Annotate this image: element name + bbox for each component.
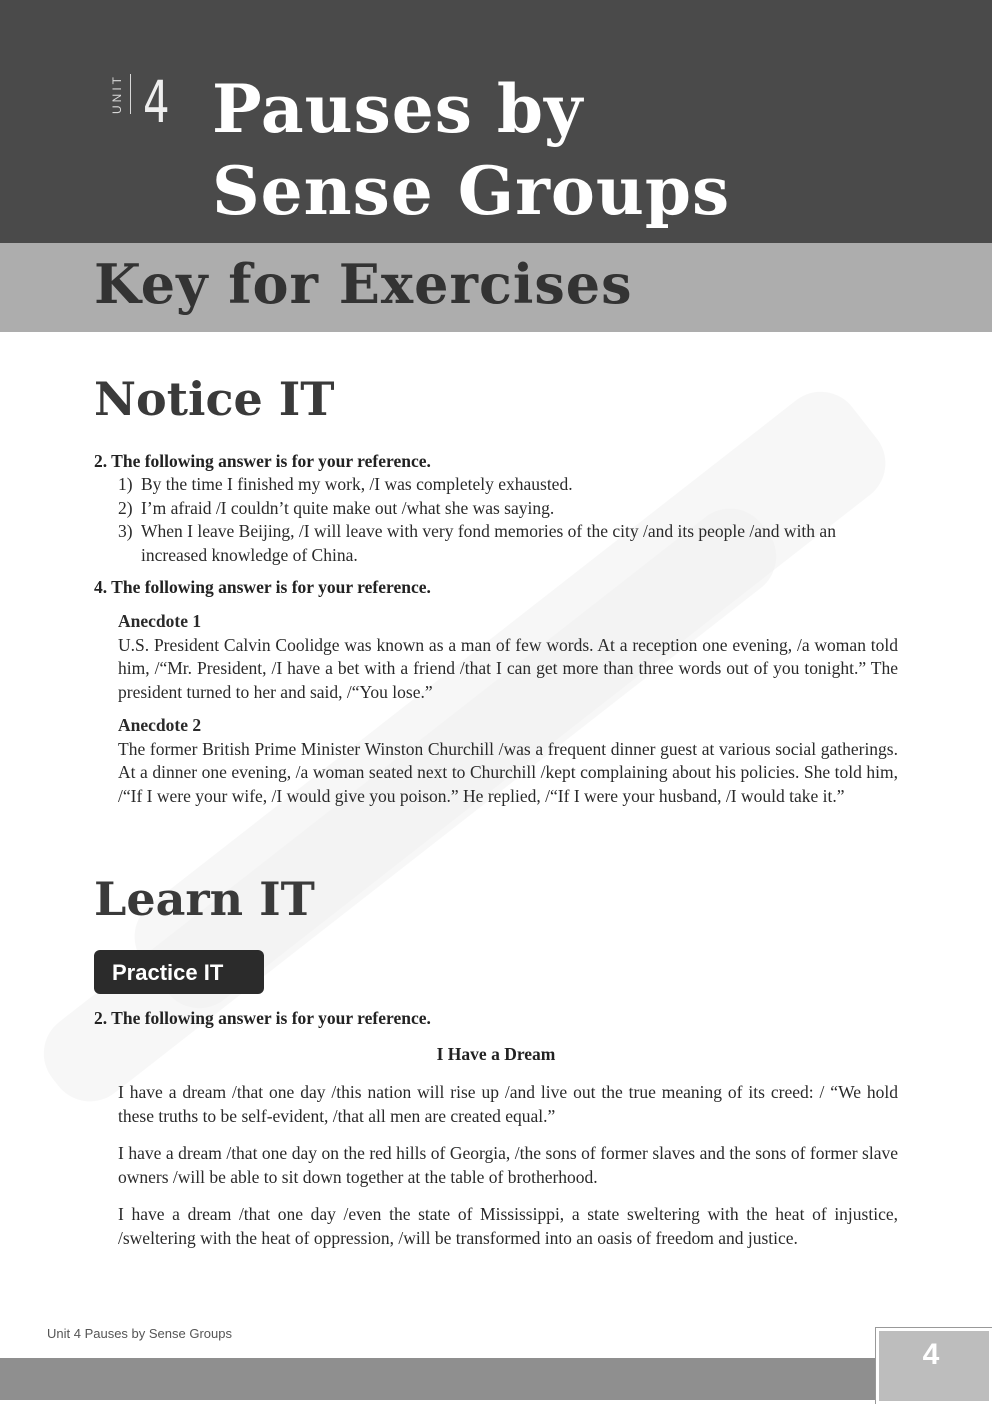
anecdote-2-text: The former British Prime Minister Winston Churchill /was a frequent dinner guest at various social gatherings. At a dinner one evening, /a woman seated next to Churchill /kept complaining about his policies. She told him, /“If I were your wife, /I would give you poison.” He replied, /“If I were your husband, /I would take it.” [118,738,898,806]
unit-number: 4 [143,68,170,136]
page-number: 4 [922,1338,940,1371]
anecdote-1 [118,610,898,704]
item-number: 2) [118,497,133,518]
anecdote-2-title: Anecdote 2 [118,715,202,735]
list-item [118,520,898,567]
dream-paragraph: I have a dream /that one day on the red hills of Georgia, /the sons of former slaves and the sons of former slave owners /will be able to sit down together at the table of brotherhood. [118,1143,898,1187]
item-text: By the time I finished my work, /I was completely exhausted. [141,474,573,494]
notice-title: Notice IT [94,372,335,426]
unit-label: UNIT [110,74,131,114]
unit-title-line1: Pauses by [212,70,584,148]
list-item [118,473,898,497]
dream-title: I Have a Dream [436,1044,556,1064]
notice-q2-heading: 2. The following answer is for your reference. [94,451,431,471]
learn-q2-heading: 2. The following answer is for your reference. [94,1008,431,1028]
unit-title [212,68,730,232]
item-number: 1) [118,474,133,494]
running-title: Unit 4 Pauses by Sense Groups [47,1326,232,1341]
item-text: I’m afraid /I couldn’t quite make out /what she was saying. [141,497,555,518]
list-item [118,497,898,521]
key-title: Key for Exercises [94,252,633,316]
dream-paragraph: I have a dream /that one day /even the state of Mississippi, a state sweltering with the heat of injustice, /sweltering with the heat of oppression, /will be transformed into an oasis of freedom and justice. [118,1204,898,1248]
unit-title-line2: Sense Groups [212,152,731,230]
learn-title: Learn IT [94,872,315,926]
dream-paragraph: I have a dream /that one day /this nation will rise up /and live out the true meaning of its creed: / “We hold these truths to be self-evident, /that all men are created equal.” [118,1082,898,1126]
anecdote-1-text: U.S. President Calvin Coolidge was known as a man of few words. At a reception one evening, /a woman told him, /“Mr. President, /I have a bet with a friend /that I can get more than three words out of you tonight.” The president turned to her and said, /“You lose.” [118,634,898,702]
item-number: 3) [118,521,133,541]
notice-q4-heading: 4. The following answer is for your reference. [94,577,431,597]
practice-badge: Practice IT [94,950,264,994]
anecdote-1-title: Anecdote 1 [118,611,202,631]
footer-bar [0,1358,992,1400]
anecdote-2 [118,714,898,808]
notice-q2-list [118,473,898,567]
item-text: When I leave Beijing, /I will leave with very fond memories of the city /and its people /and with an increased knowledge of China. [141,521,836,565]
